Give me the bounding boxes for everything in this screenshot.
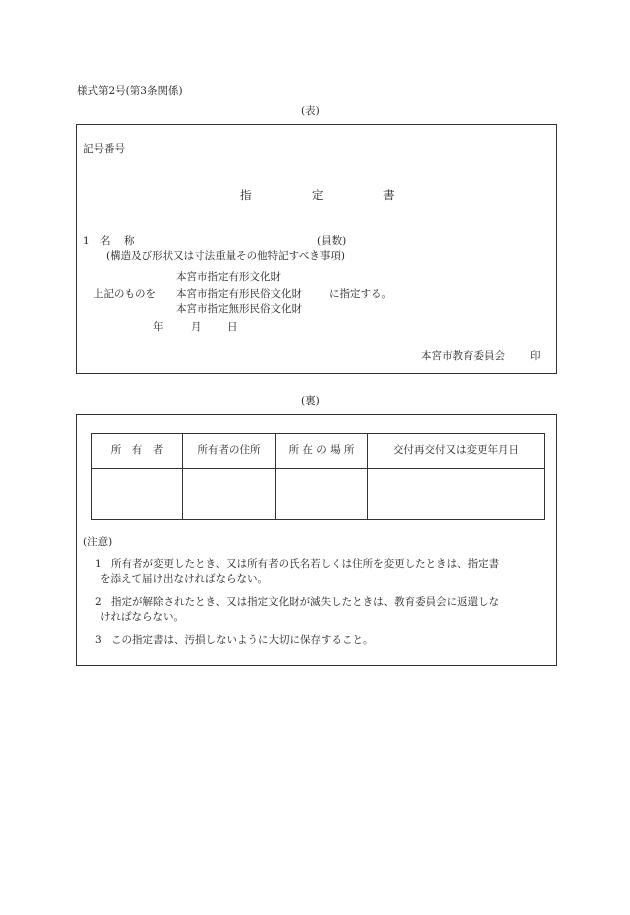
note-1-line-2: を添えて届け出なければならない。 — [100, 573, 268, 585]
table-row — [92, 469, 545, 520]
note-2-line-2: ければならない。 — [100, 611, 184, 623]
notes-title: (注意) — [83, 536, 113, 548]
above-item-label: 上記のものを — [93, 288, 156, 300]
note-3-line-1: この指定書は、汚損しないように大切に保存すること。 — [111, 634, 374, 646]
structure-note: (構造及び形状又は寸法重量その他特記すべき事項) — [106, 250, 345, 262]
date-month-label: 月 — [191, 321, 202, 333]
record-number-label: 記号番号 — [83, 143, 125, 155]
table-cell — [368, 469, 545, 520]
form-label: 様式第2号(第3条関係) — [77, 85, 183, 97]
header-owner-address: 所有者の住所 — [183, 434, 276, 469]
header-owner: 所 有 者 — [92, 434, 183, 469]
title-char-3: 書 — [383, 188, 395, 202]
designate-suffix: に指定する。 — [329, 288, 392, 300]
title-char-2: 定 — [312, 188, 324, 202]
header-location: 所 在 の 場 所 — [276, 434, 368, 469]
issuer-name: 本宮市教育委員会 — [421, 350, 505, 362]
back-side-label: (裏) — [301, 395, 320, 407]
seal-mark: 印 — [530, 350, 541, 362]
front-certificate-box — [76, 124, 557, 374]
item-number: 1 — [83, 235, 90, 247]
designation-type-2: 本宮市指定有形民俗文化財 — [176, 288, 302, 300]
note-1-number: 1 — [95, 558, 102, 570]
table-cell — [276, 469, 368, 520]
note-3-number: 3 — [95, 634, 102, 646]
note-1-line-1: 所有者が変更したとき、又は所有者の氏名若しくは住所を変更したときは、指定書 — [111, 558, 500, 570]
title-char-1: 指 — [240, 188, 252, 202]
table-cell — [183, 469, 276, 520]
note-2-line-1: 指定が解除されたとき、又は指定文化財が滅失したときは、教育委員会に返還しな — [111, 596, 500, 608]
header-issue-date: 交付再交付又は変更年月日 — [368, 434, 545, 469]
date-year-label: 年 — [153, 321, 164, 333]
back-certificate-box — [76, 414, 557, 666]
table-header-row — [92, 434, 545, 469]
record-table — [91, 433, 545, 520]
count-label: (員数) — [317, 235, 347, 247]
name-char-1: 名 — [100, 235, 111, 247]
front-side-label: (表) — [301, 105, 320, 117]
table-cell — [92, 469, 183, 520]
designation-type-1: 本宮市指定有形文化財 — [176, 271, 281, 283]
designation-type-3: 本宮市指定無形民俗文化財 — [176, 303, 302, 315]
date-day-label: 日 — [227, 321, 238, 333]
note-2-number: 2 — [95, 596, 102, 608]
name-char-2: 称 — [124, 235, 135, 247]
